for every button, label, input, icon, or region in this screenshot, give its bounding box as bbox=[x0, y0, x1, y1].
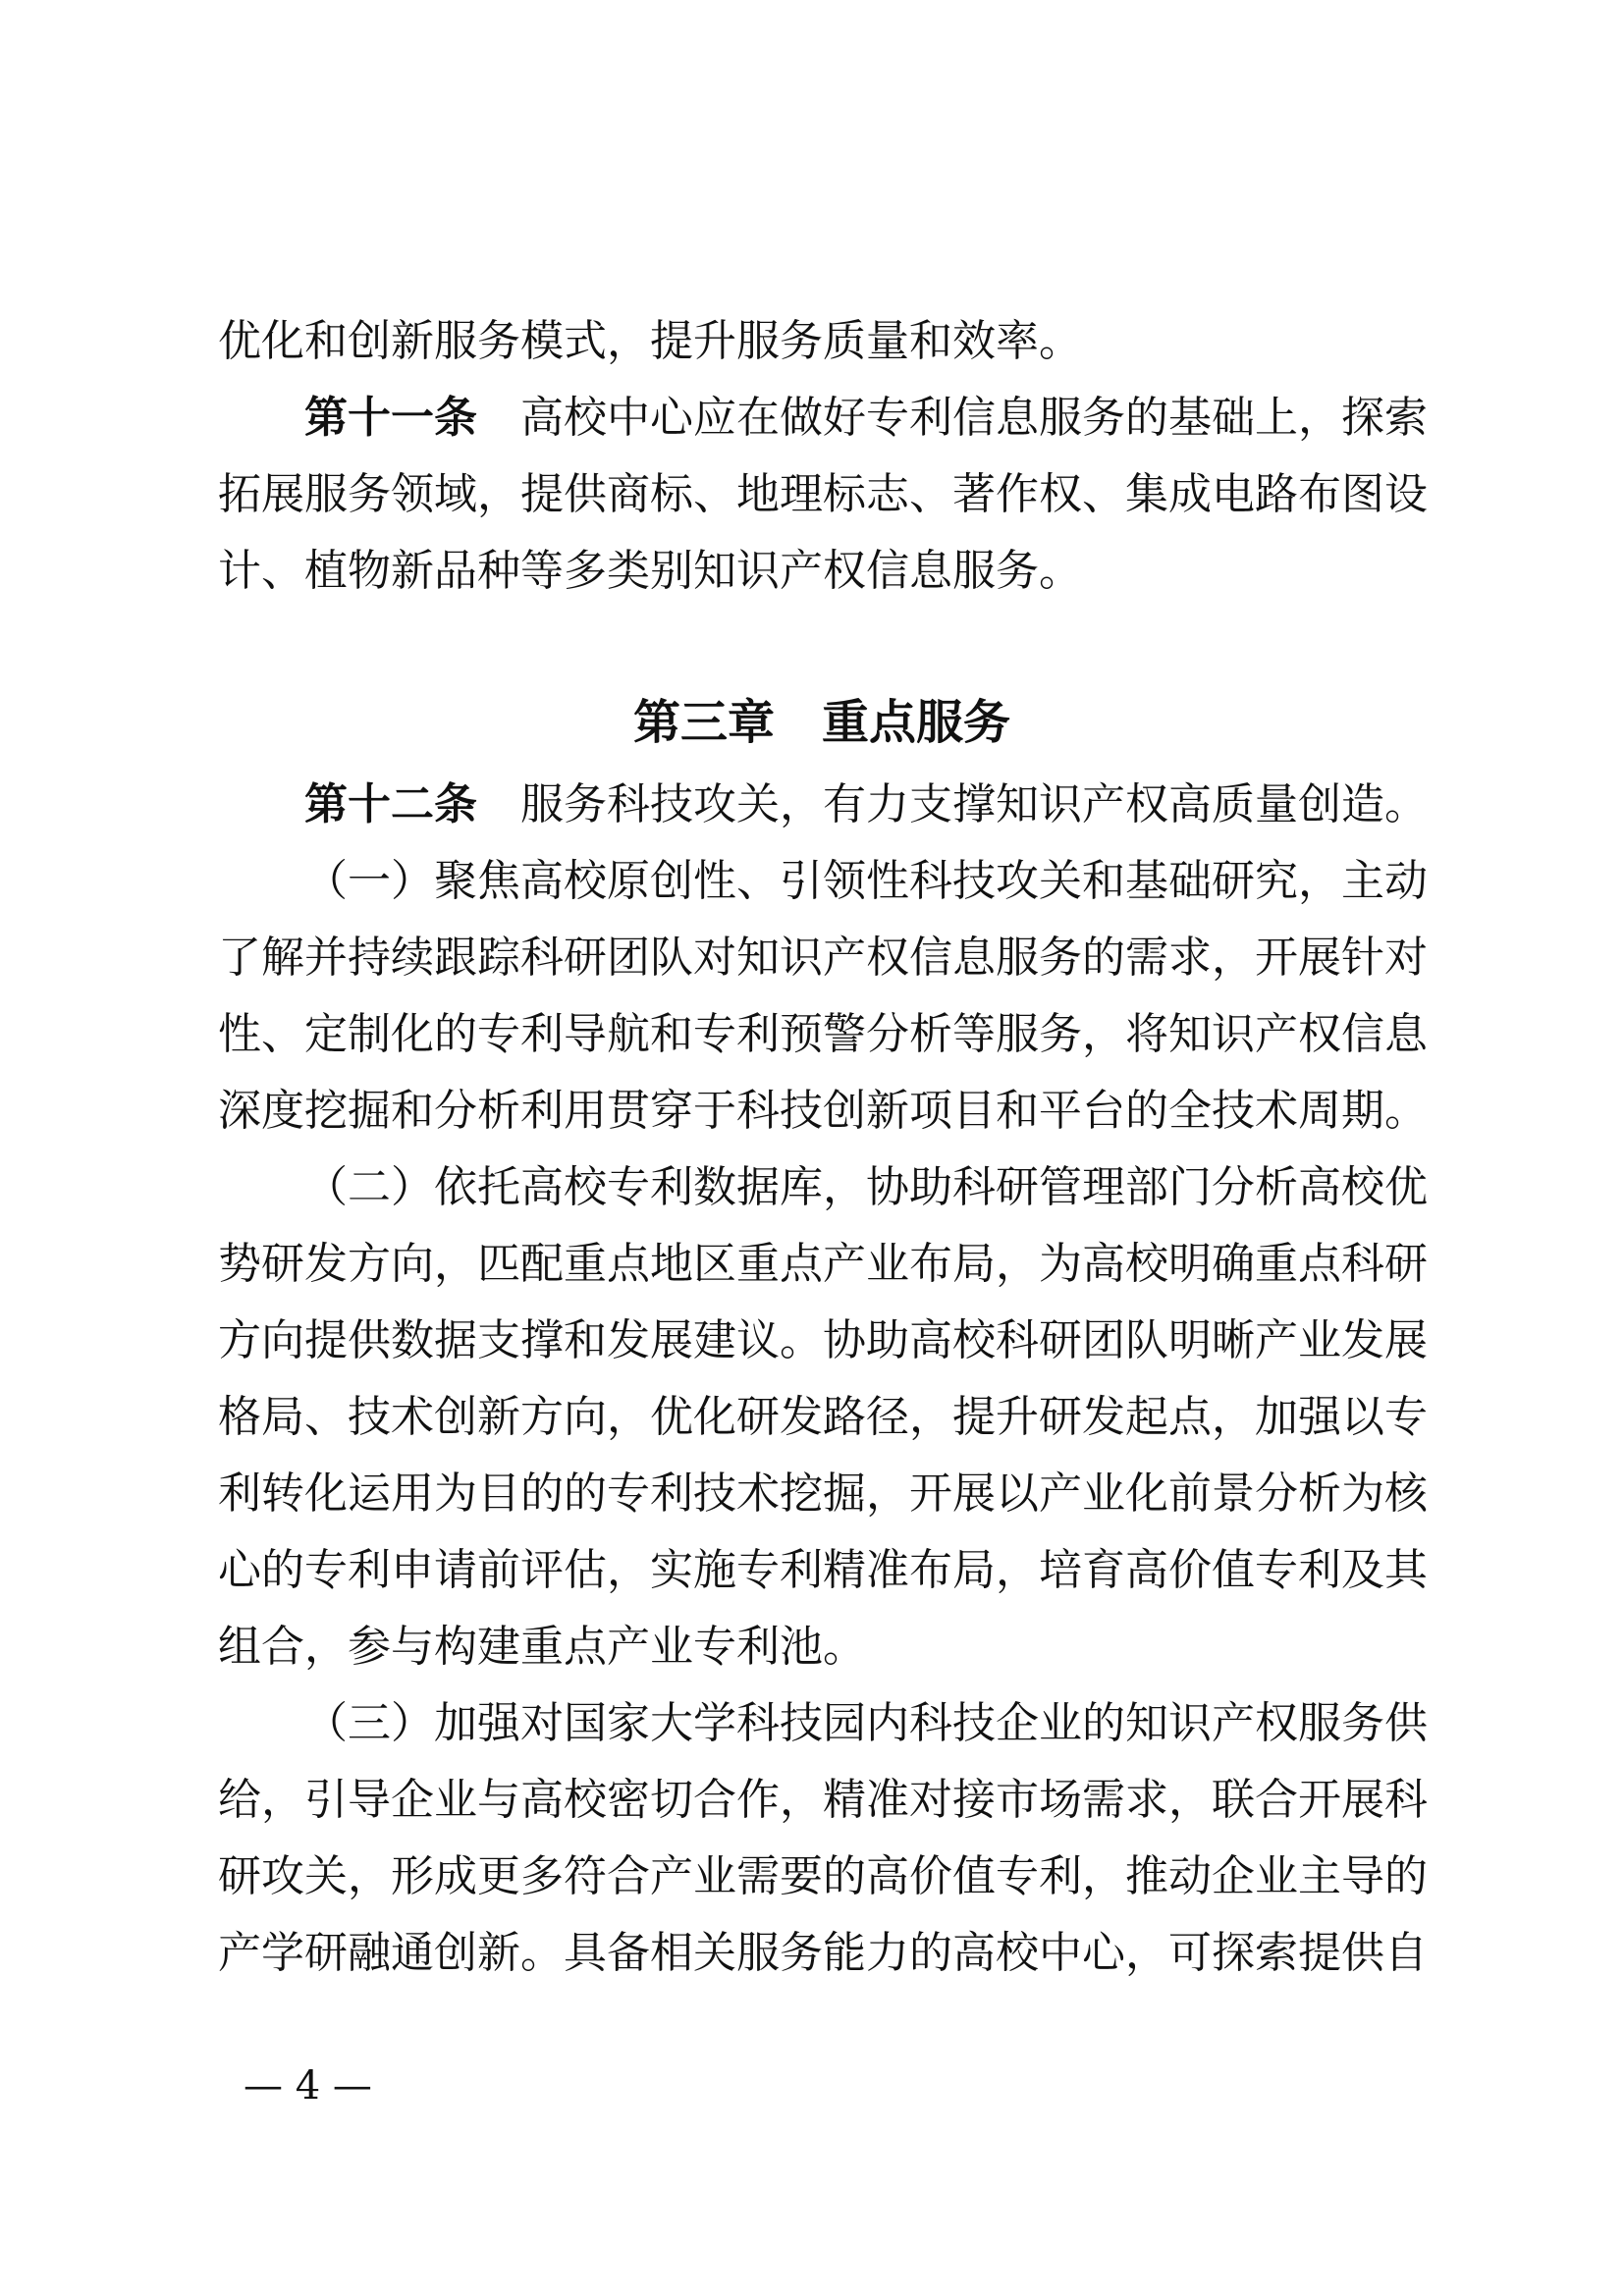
text-line: 心的专利申请前评估，实施专利精准布局，培育高价值专利及其 bbox=[218, 1545, 1428, 1595]
text-line: 研攻关，形成更多符合产业需要的高价值专利，推动企业主导的 bbox=[218, 1851, 1428, 1901]
text-line: 给，引导企业与高校密切合作，精准对接市场需求，联合开展科 bbox=[218, 1775, 1428, 1825]
text-line: 深度挖掘和分析利用贯穿于科技创新项目和平台的全技术周期。 bbox=[218, 1086, 1428, 1136]
text-line: 利转化运用为目的的专利技术挖掘，开展以产业化前景分析为核 bbox=[218, 1468, 1428, 1519]
text-line: 产学研融通创新。具备相关服务能力的高校中心，可探索提供自 bbox=[218, 1928, 1428, 1978]
article-number: 第十二条 bbox=[304, 779, 477, 829]
article-number: 第十一条 bbox=[304, 393, 477, 443]
chapter-title: 第三章 重点服务 bbox=[632, 695, 1010, 750]
text-line: 性、定制化的专利导航和专利预警分析等服务，将知识产权信息 bbox=[218, 1009, 1428, 1059]
text-line: （一）聚焦高校原创性、引领性科技攻关和基础研究，主动 bbox=[304, 856, 1428, 906]
text-line: 了解并持续跟踪科研团队对知识产权信息服务的需求，开展针对 bbox=[218, 933, 1428, 983]
text-line: （三）加强对国家大学科技园内科技企业的知识产权服务供 bbox=[304, 1698, 1428, 1748]
article-11-line bbox=[304, 389, 1426, 448]
text-line: 方向提供数据支撑和发展建议。协助高校科研团队明晰产业发展 bbox=[218, 1315, 1428, 1365]
text-line: （二）依托高校专利数据库，协助科研管理部门分析高校优 bbox=[304, 1162, 1428, 1212]
text-span: 服务科技攻关，有力支撑知识产权高质量创造。 bbox=[520, 779, 1428, 829]
text-span: 高校中心应在做好专利信息服务的基础上，探索 bbox=[520, 393, 1428, 443]
text-line: 势研发方向，匹配重点地区重点产业布局，为高校明确重点科研 bbox=[218, 1239, 1428, 1289]
text-line: 组合，参与构建重点产业专利池。 bbox=[218, 1622, 866, 1672]
article-12-line bbox=[304, 775, 1426, 834]
text-line: 拓展服务领域，提供商标、地理标志、著作权、集成电路布图设 bbox=[218, 469, 1428, 519]
text-line: 格局、技术创新方向，优化研发路径，提升研发起点，加强以专 bbox=[218, 1392, 1428, 1442]
text-line: 优化和创新服务模式，提升服务质量和效率。 bbox=[218, 316, 1082, 366]
text-line: 计、植物新品种等多类别知识产权信息服务。 bbox=[218, 546, 1082, 596]
page-number: — 4 — bbox=[244, 2063, 372, 2109]
